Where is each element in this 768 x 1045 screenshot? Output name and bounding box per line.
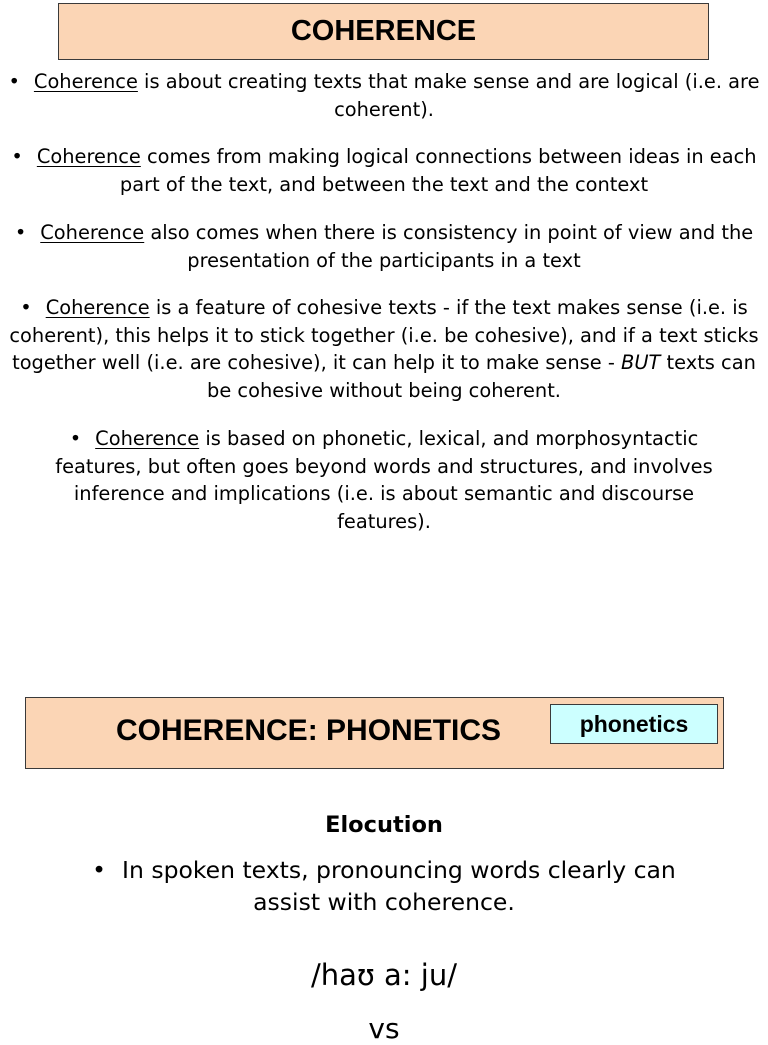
- bullet-item: [0, 294, 768, 404]
- bullet-item: [0, 68, 768, 123]
- slide-title: COHERENCE: PHONETICS: [116, 714, 502, 747]
- bullet-icon: •: [92, 856, 107, 884]
- bullet-icon: •: [14, 221, 27, 244]
- bullet-icon: •: [69, 427, 82, 450]
- bullet-text: In spoken texts, pronouncing words clearly can assist with coherence.: [122, 856, 676, 916]
- topic-tag-label: phonetics: [579, 710, 689, 737]
- slide-title-box: [58, 3, 709, 60]
- key-term: Coherence: [36, 145, 141, 168]
- bullet-icon: •: [11, 145, 23, 168]
- phonetic-transcription: /haʊ a: ju/: [310, 958, 458, 992]
- bullet-text: is a feature of cohesive texts - if the text makes sense (i.e. is coherent), this helps it to stick together (i.e. be cohesive), and if a text sticks together well (i.e. are cohesive), it can help it to make sense -: [9, 296, 759, 374]
- bullet-item: [0, 219, 768, 274]
- bullet-text: texts can be cohesive without being coherent.: [207, 351, 756, 402]
- bullet-icon: •: [8, 70, 20, 93]
- bullet-text: comes from making logical connections between ideas in each part of the text, and between the text and the context: [119, 145, 757, 196]
- key-term: Coherence: [95, 427, 200, 450]
- bullet-item: [60, 854, 708, 918]
- key-term: Coherence: [33, 70, 138, 93]
- bullet-text: is about creating texts that make sense and are logical (i.e. are coherent).: [137, 70, 760, 121]
- bullet-item: [0, 143, 768, 198]
- key-term: Coherence: [45, 296, 150, 319]
- bullet-text: is based on phonetic, lexical, and morphosyntactic features, but often goes beyond words and structures, and involves inference and implications (i.e. is about semantic and discourse features).: [55, 427, 713, 533]
- bullet-icon: •: [20, 296, 32, 319]
- topic-tag: [550, 704, 718, 744]
- slide-title: COHERENCE: [290, 15, 477, 47]
- bullet-item: [0, 425, 768, 535]
- bullet-list: [0, 68, 768, 555]
- phonetic-comparison-partial: vs: [368, 1012, 400, 1045]
- bullet-text: also comes when there is consistency in point of view and the presentation of the participants in a text: [144, 221, 754, 272]
- key-term: Coherence: [40, 221, 145, 244]
- slide-title-box: [25, 697, 724, 769]
- emphasis-text: BUT: [621, 351, 661, 374]
- section-heading: Elocution: [325, 812, 443, 838]
